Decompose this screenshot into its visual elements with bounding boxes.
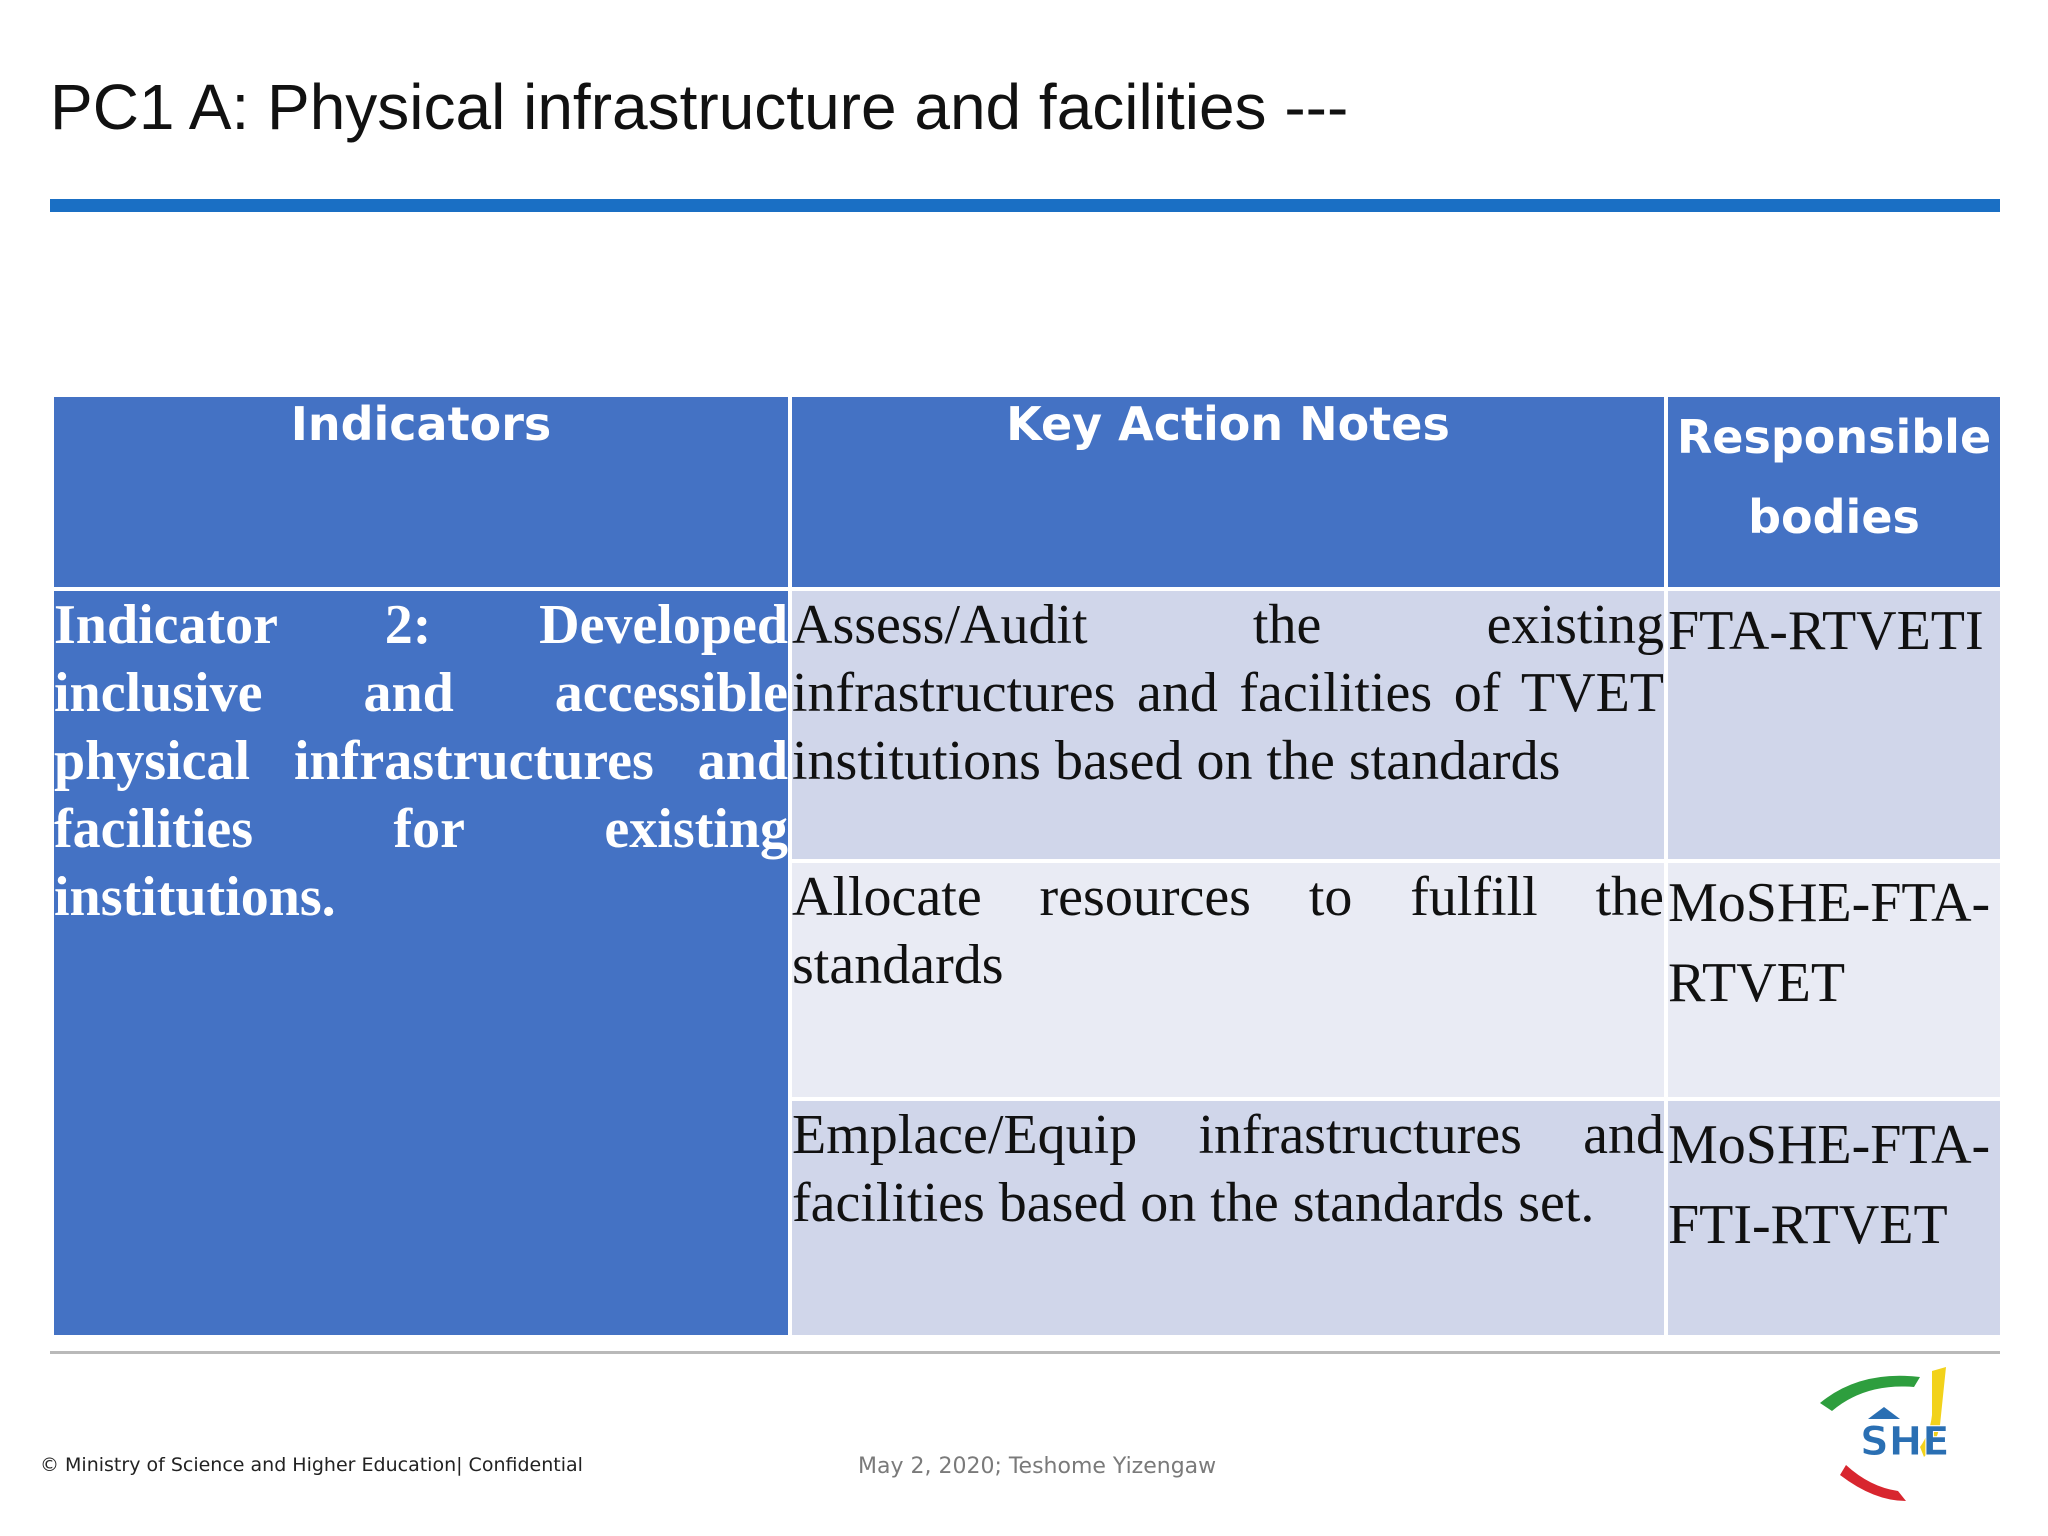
footer-divider (50, 1351, 2000, 1354)
footer-copyright: © Ministry of Science and Higher Education| Confidential (40, 1454, 583, 1476)
header-indicators (52, 395, 790, 589)
table-row (52, 589, 2002, 861)
header-key-action-notes (790, 395, 1666, 589)
header-responsible-bodies (1666, 395, 2002, 589)
moshe-logo-icon (1810, 1355, 1970, 1505)
header-key-action-notes-label: Key Action Notes (1006, 397, 1450, 451)
logo-text: SHE (1860, 1419, 1950, 1465)
header-responsible-bodies-label: Responsible bodies (1676, 410, 1992, 544)
responsible-body-3: MoSHE-FTA-FTI-RTVET (1666, 1099, 2002, 1337)
table-header-row (52, 395, 2002, 589)
action-note-3: Emplace/Equip infrastructures and facilities based on the standards set. (790, 1099, 1666, 1337)
responsible-body-1: FTA-RTVETI (1666, 589, 2002, 861)
action-table (50, 393, 2004, 1339)
slide-title: PC1 A: Physical infrastructure and facilities --- (50, 71, 1349, 143)
action-note-1: Assess/Audit the existing infrastructures and facilities of TVET institutions based on the standards (790, 589, 1666, 861)
responsible-body-2: MoSHE-FTA-RTVET (1666, 861, 2002, 1099)
indicator-cell: Indicator 2: Developed inclusive and accessible physical infrastructures and facilities for existing institutions. (52, 589, 790, 1337)
title-underline (50, 199, 2000, 212)
action-note-2: Allocate resources to fulfill the standards (790, 861, 1666, 1099)
header-indicators-label: Indicators (290, 397, 552, 451)
footer-date-author: May 2, 2020; Teshome Yizengaw (858, 1454, 1217, 1479)
